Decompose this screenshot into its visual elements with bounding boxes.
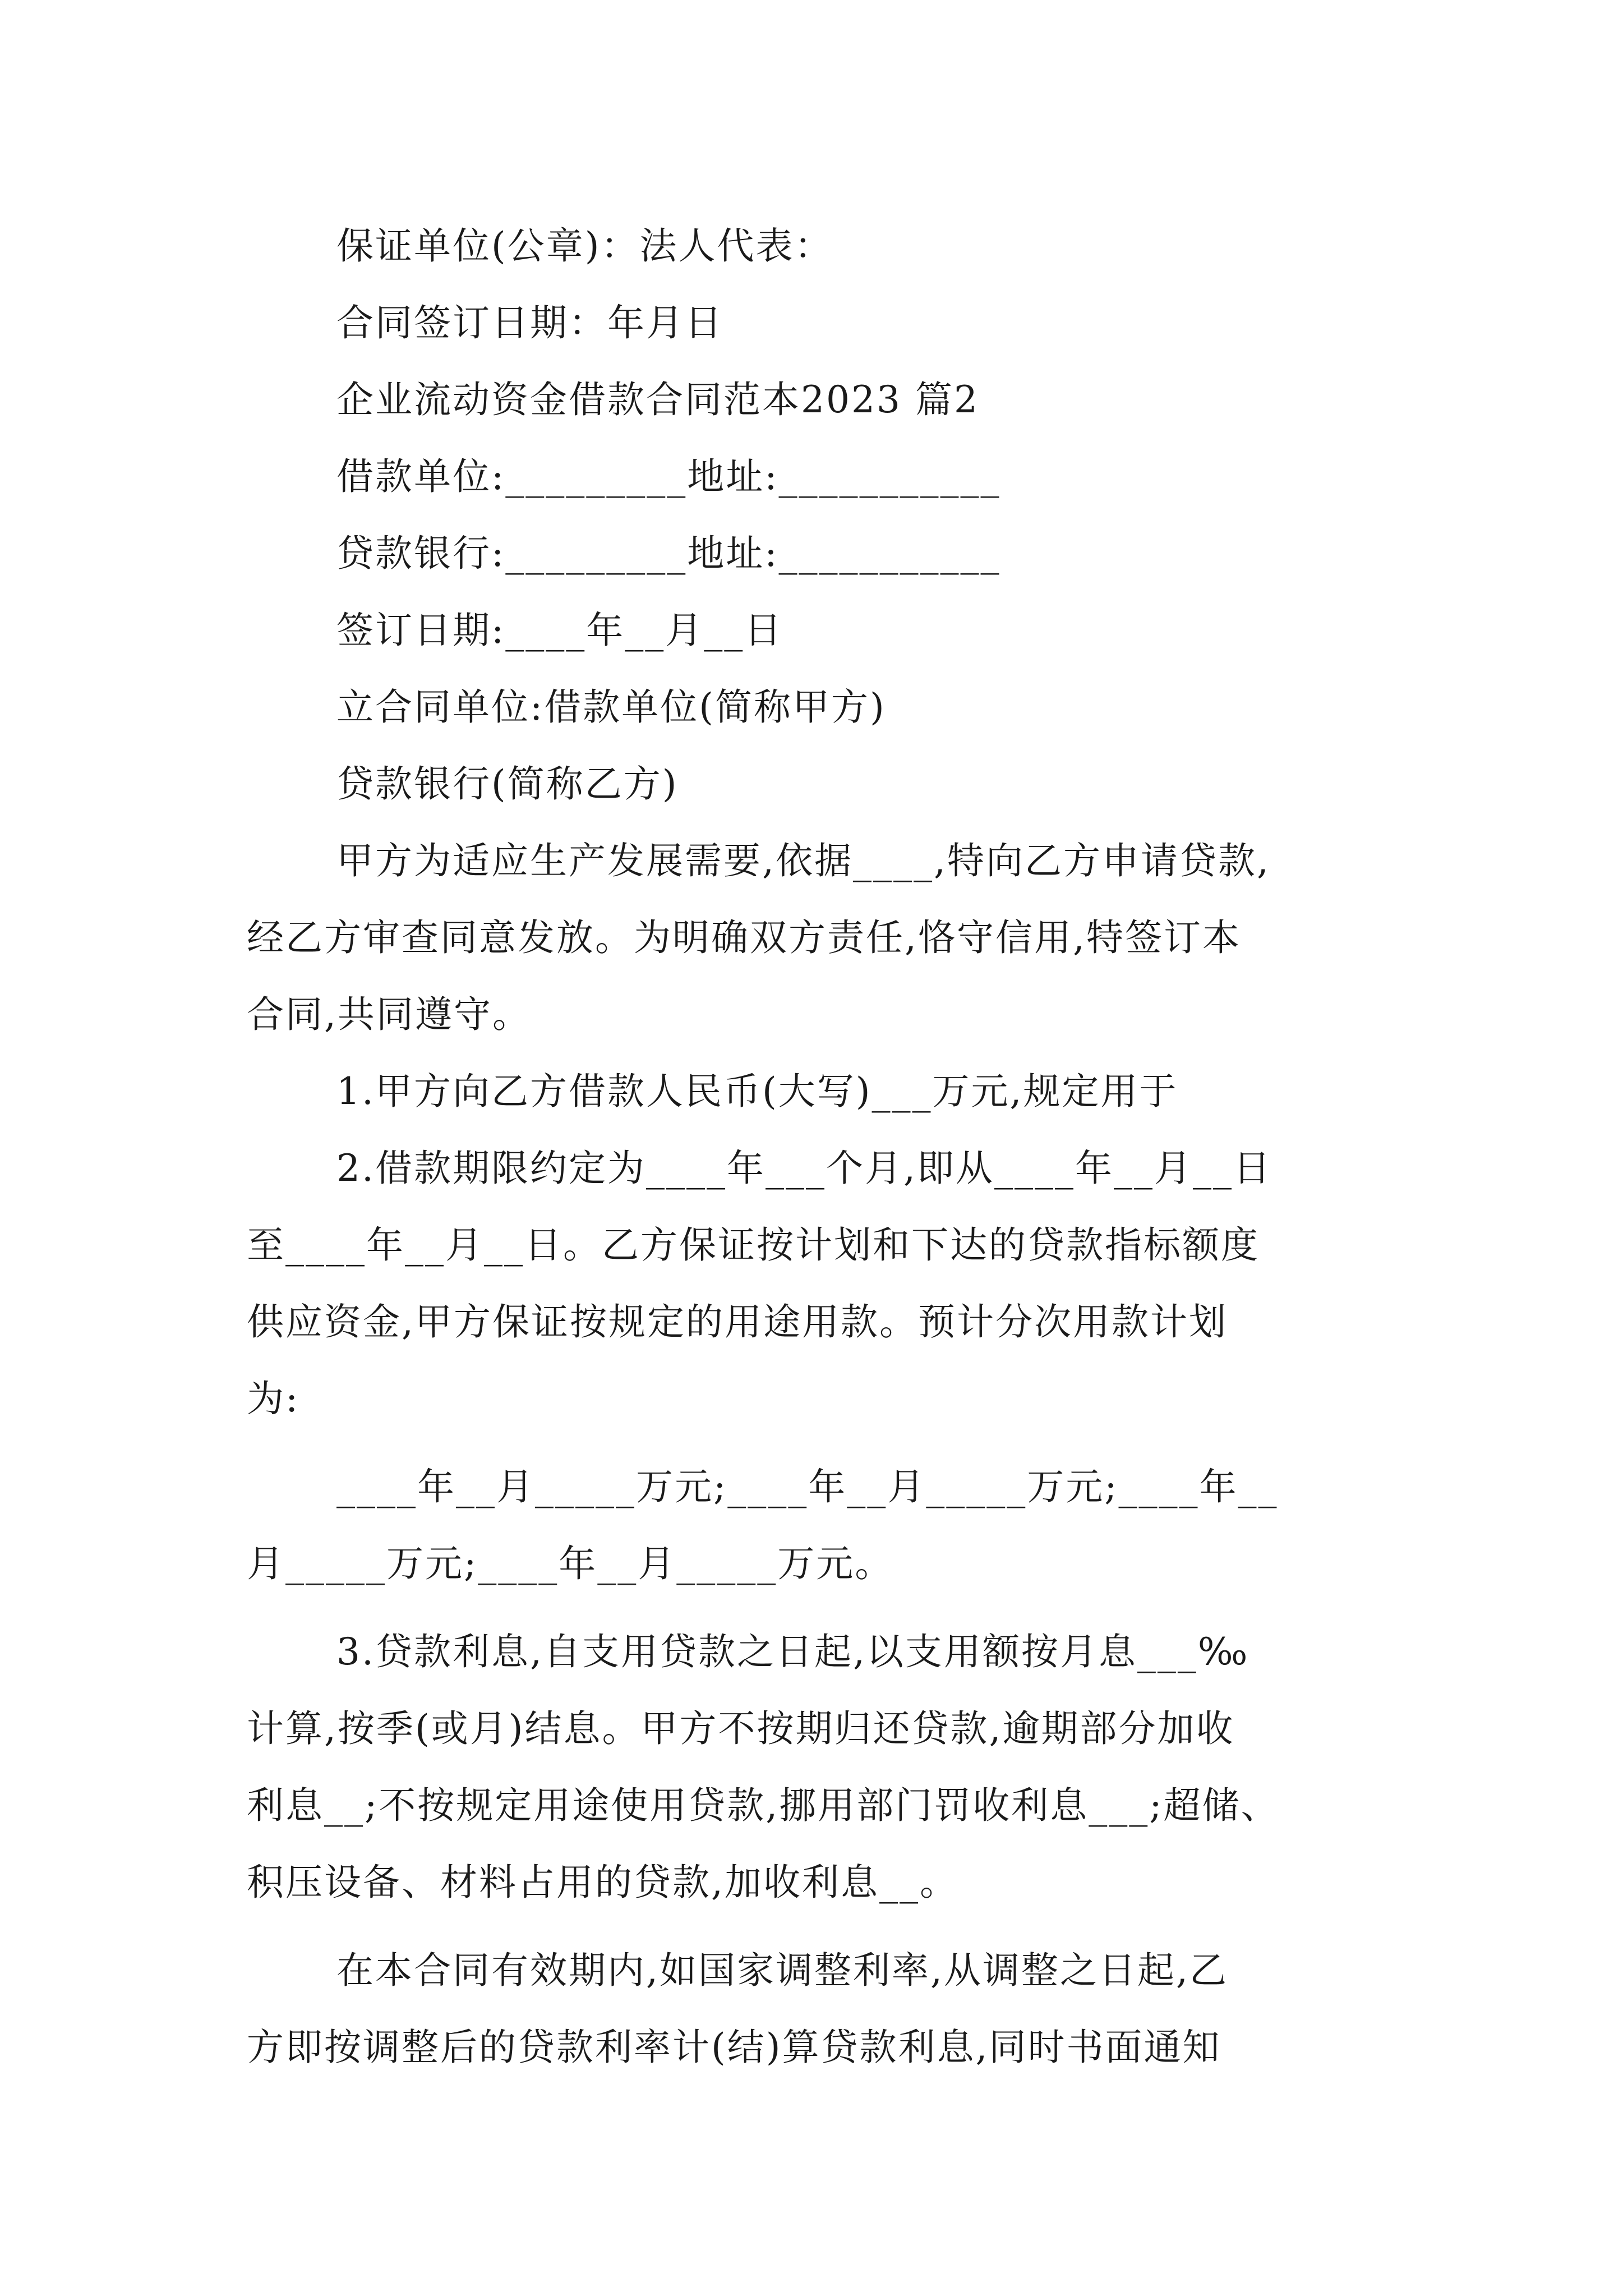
paragraph-line: 月_____万元;____年__月_____万元。 [247,1542,894,1585]
section-title: 企业流动资金借款合同范本2023 篇2 [336,378,979,421]
paragraph-line: 合同,共同遵守。 [247,993,531,1036]
paragraph-line: 利息__;不按规定用途使用贷款,挪用部门罚收利息___;超储、 [247,1784,1280,1827]
clause-3 [247,1613,1385,1921]
contract-party-line: 立合同单位:借款单位(简称甲方) [336,685,886,729]
clause-1 [247,1053,1385,1130]
paragraph-line: 积压设备、材料占用的贷款,加收利息__。 [247,1861,958,1904]
guarantor-line: 保证单位(公章)：法人代表： [336,224,833,268]
paragraph-line: 在本合同有效期内,如国家调整利率,从调整之日起,乙 [336,1949,1228,1992]
spacer [247,1437,1385,1448]
paragraph-line: 至____年__月__日。乙方保证按计划和下达的贷款指标额度 [247,1223,1260,1267]
paragraph-line: 3.贷款利息,自支用贷款之日起,以支用额按月息___‰ [336,1630,1249,1673]
paragraph-line: 2.借款期限约定为____年___个月,即从____年__月__日 [336,1147,1272,1190]
paragraph-line: 1.甲方向乙方借款人民币(大写)___万元,规定用于 [336,1070,1178,1113]
paragraph-purpose [247,822,1385,1053]
signing-date-line: 合同签订日期：年月日 [336,301,723,344]
lender-bank-line: 贷款银行:_________地址:___________ [336,532,1001,575]
spacer [247,1602,1385,1613]
lender-party-line: 贷款银行(简称乙方) [336,762,679,806]
interest-adjustment-paragraph [247,1932,1385,2086]
paragraph-line: 计算,按季(或月)结息。甲方不按期归还贷款,逾期部分加收 [247,1707,1235,1750]
paragraph-line: ____年__月_____万元;____年__月_____万元;____年__ [336,1465,1279,1508]
paragraph-line: 为: [247,1377,300,1420]
payment-schedule [247,1448,1385,1602]
sign-date-line: 签订日期:____年__月__日 [336,609,783,652]
clause-2 [247,1130,1385,1437]
document-body [247,208,1385,2086]
paragraph-line: 方即按调整后的贷款利率计(结)算贷款利息,同时书面通知 [247,2026,1221,2069]
borrower-line: 借款单位:_________地址:___________ [336,455,1001,498]
paragraph-line: 经乙方审查同意发放。为明确双方责任,恪守信用,特签订本 [247,916,1241,959]
spacer [247,1921,1385,1932]
paragraph-line: 甲方为适应生产发展需要,依据____,特向乙方申请贷款, [336,839,1270,882]
paragraph-line: 供应资金,甲方保证按规定的用途用款。预计分次用款计划 [247,1300,1228,1343]
